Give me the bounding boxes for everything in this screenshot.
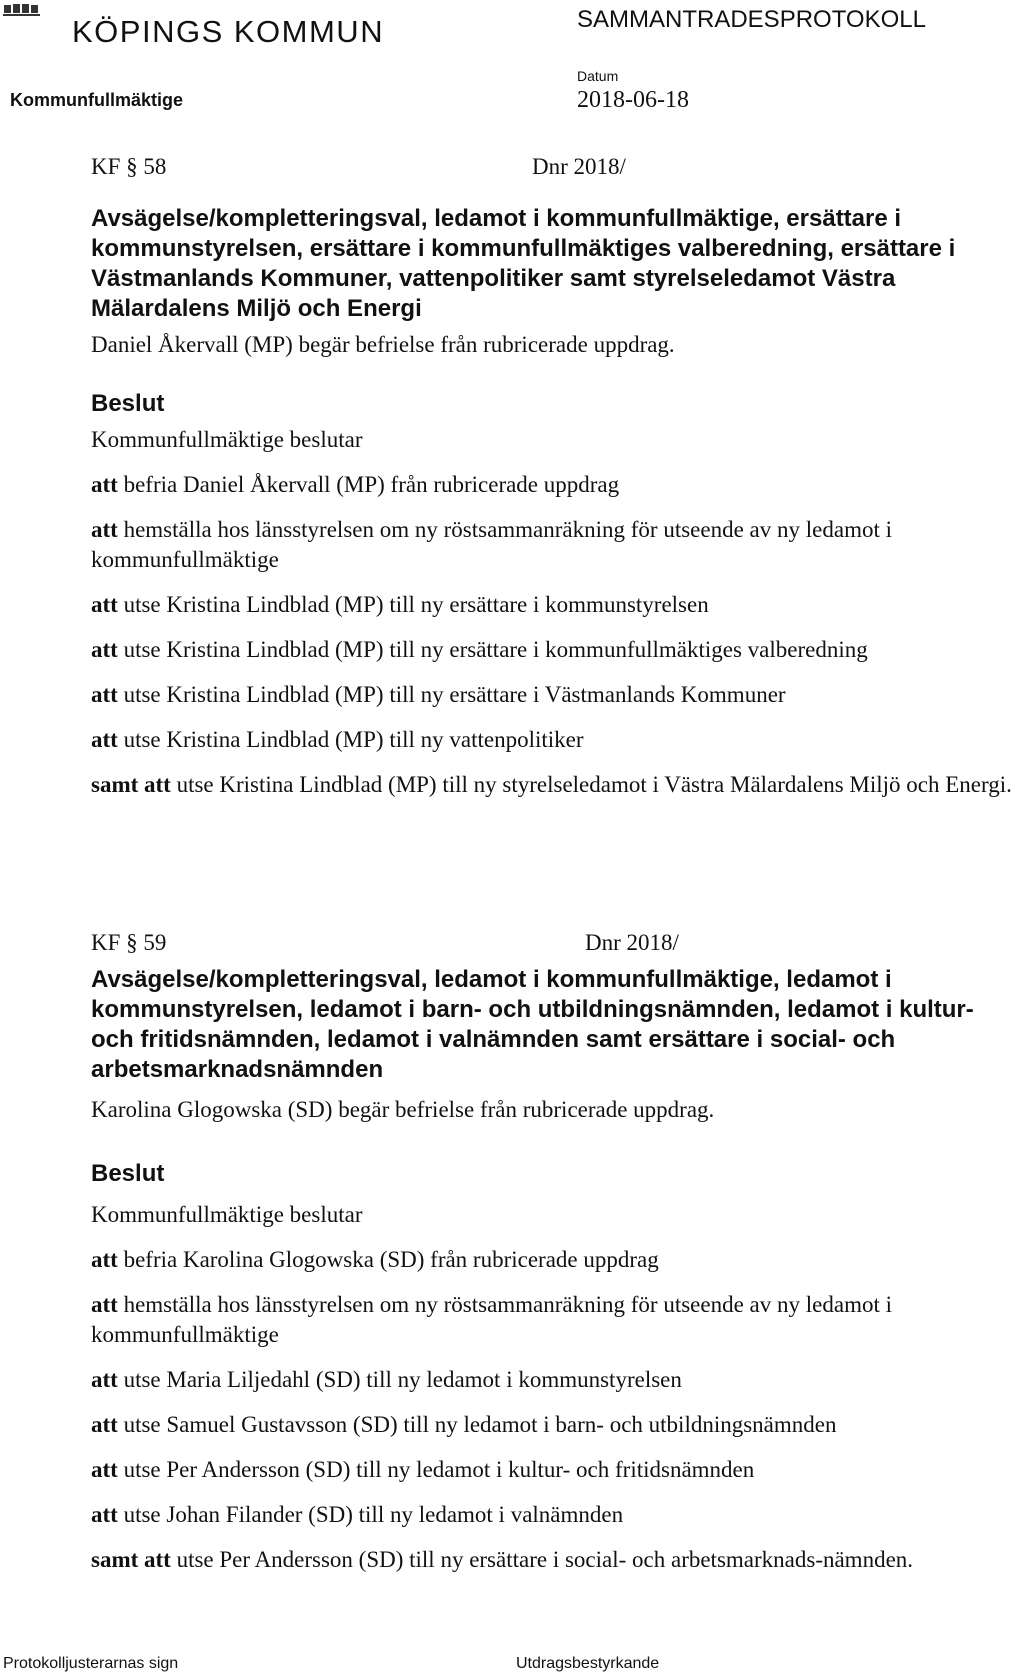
- decision-clause: [91, 470, 1024, 500]
- section-heading: Avsägelse/kompletteringsval, ledamot i kommunfullmäktige, ersättare i kommunstyrelsen, ersättare i kommunfullmäktiges valberedning, ersättare i Västmanlands Kommuner, vattenpolitiker samt styrelseledamot Västra Mälardalens Miljö och Energi: [91, 205, 956, 322]
- section-intro: Daniel Åkervall (MP) begär befrielse från rubricerade uppdrag.: [91, 332, 675, 357]
- clause-keyword: att: [91, 472, 118, 497]
- decision-clauses: [91, 1245, 1024, 1590]
- section-intro: Karolina Glogowska (SD) begär befrielse från rubricerade uppdrag.: [91, 1097, 715, 1122]
- decision-clause: [91, 680, 1024, 710]
- clause-text: utse Maria Liljedahl (SD) till ny ledamot i kommunstyrelsen: [123, 1367, 682, 1392]
- decision-heading: Beslut: [91, 1160, 165, 1187]
- decision-clause: [91, 770, 1024, 800]
- clause-text: utse Per Andersson (SD) till ny ersättare i social- och arbetsmarknads-nämnden.: [176, 1547, 914, 1572]
- clause-text: befria Daniel Åkervall (MP) från rubricerade uppdrag: [123, 472, 620, 497]
- decision-clause: [91, 1245, 1024, 1275]
- decision-clause: [91, 1500, 1024, 1530]
- clause-text: utse Kristina Lindblad (MP) till ny ersättare i Västmanlands Kommuner: [123, 682, 786, 707]
- decision-clauses: [91, 470, 1024, 815]
- meeting-date: 2018-06-18: [577, 87, 689, 113]
- clause-keyword: att: [91, 1457, 118, 1482]
- date-label: Datum: [577, 68, 619, 84]
- decision-clause: [91, 635, 1024, 665]
- clause-text: utse Kristina Lindblad (MP) till ny ersättare i kommunstyrelsen: [123, 592, 709, 617]
- clause-keyword: samt att: [91, 1547, 171, 1572]
- clause-keyword: att: [91, 1247, 118, 1272]
- clause-text: utse Kristina Lindblad (MP) till ny styrelseledamot i Västra Mälardalens Miljö och Energi.: [176, 772, 1012, 797]
- decision-body: Kommunfullmäktige beslutar: [91, 427, 363, 452]
- clause-keyword: att: [91, 727, 118, 752]
- decision-clause: [91, 725, 1024, 755]
- footer-certification-label: Utdragsbestyrkande: [516, 1655, 660, 1672]
- decision-clause: [91, 1545, 1024, 1575]
- case-number: Dnr 2018/: [532, 154, 626, 179]
- clause-keyword: att: [91, 682, 118, 707]
- clause-keyword: att: [91, 517, 118, 542]
- section-heading: Avsägelse/kompletteringsval, ledamot i kommunfullmäktige, ledamot i kommunstyrelsen, ledamot i barn- och utbildningsnämnden, ledamot i kultur- och fritidsnämnden, ledamot i valnämnden samt ersättare i social- och arbetsmarknadsnämnden: [91, 966, 974, 1083]
- municipal-logo-icon: [3, 2, 41, 16]
- decision-clause: [91, 590, 1024, 620]
- clause-text: utse Per Andersson (SD) till ny ledamot i kultur- och fritidsnämnden: [123, 1457, 755, 1482]
- clause-text: befria Karolina Glogowska (SD) från rubricerade uppdrag: [123, 1247, 659, 1272]
- decision-clause: [91, 1410, 1024, 1440]
- decision-clause: [91, 1365, 1024, 1395]
- decision-clause: [91, 1290, 1024, 1350]
- paragraph-number: KF § 58: [91, 154, 167, 179]
- decision-clause: [91, 1455, 1024, 1485]
- clause-text: utse Kristina Lindblad (MP) till ny ersättare i kommunfullmäktiges valberedning: [123, 637, 868, 662]
- clause-text: hemställa hos länsstyrelsen om ny röstsammanräkning för utseende av ny ledamot i kommunfullmäktige: [91, 1292, 892, 1347]
- clause-keyword: samt att: [91, 772, 171, 797]
- decision-clause: [91, 515, 1024, 575]
- clause-text: utse Johan Filander (SD) till ny ledamot i valnämnden: [123, 1502, 624, 1527]
- clause-text: hemställa hos länsstyrelsen om ny röstsammanräkning för utseende av ny ledamot i kommunfullmäktige: [91, 517, 892, 572]
- case-number: Dnr 2018/: [585, 930, 679, 955]
- decision-heading: Beslut: [91, 390, 165, 417]
- clause-keyword: att: [91, 1502, 118, 1527]
- clause-keyword: att: [91, 592, 118, 617]
- municipality-name: KÖPINGS KOMMUN: [72, 14, 385, 49]
- clause-text: utse Kristina Lindblad (MP) till ny vattenpolitiker: [123, 727, 584, 752]
- clause-keyword: att: [91, 637, 118, 662]
- paragraph-number: KF § 59: [91, 930, 167, 955]
- clause-text: utse Samuel Gustavsson (SD) till ny ledamot i barn- och utbildningsnämnden: [123, 1412, 837, 1437]
- footer-signature-label: Protokolljusterarnas sign: [3, 1655, 179, 1672]
- clause-keyword: att: [91, 1412, 118, 1437]
- clause-keyword: att: [91, 1367, 118, 1392]
- document-type: SAMMANTRADESPROTOKOLL: [577, 6, 926, 33]
- body-name: Kommunfullmäktige: [10, 90, 184, 110]
- decision-body: Kommunfullmäktige beslutar: [91, 1202, 363, 1227]
- clause-keyword: att: [91, 1292, 118, 1317]
